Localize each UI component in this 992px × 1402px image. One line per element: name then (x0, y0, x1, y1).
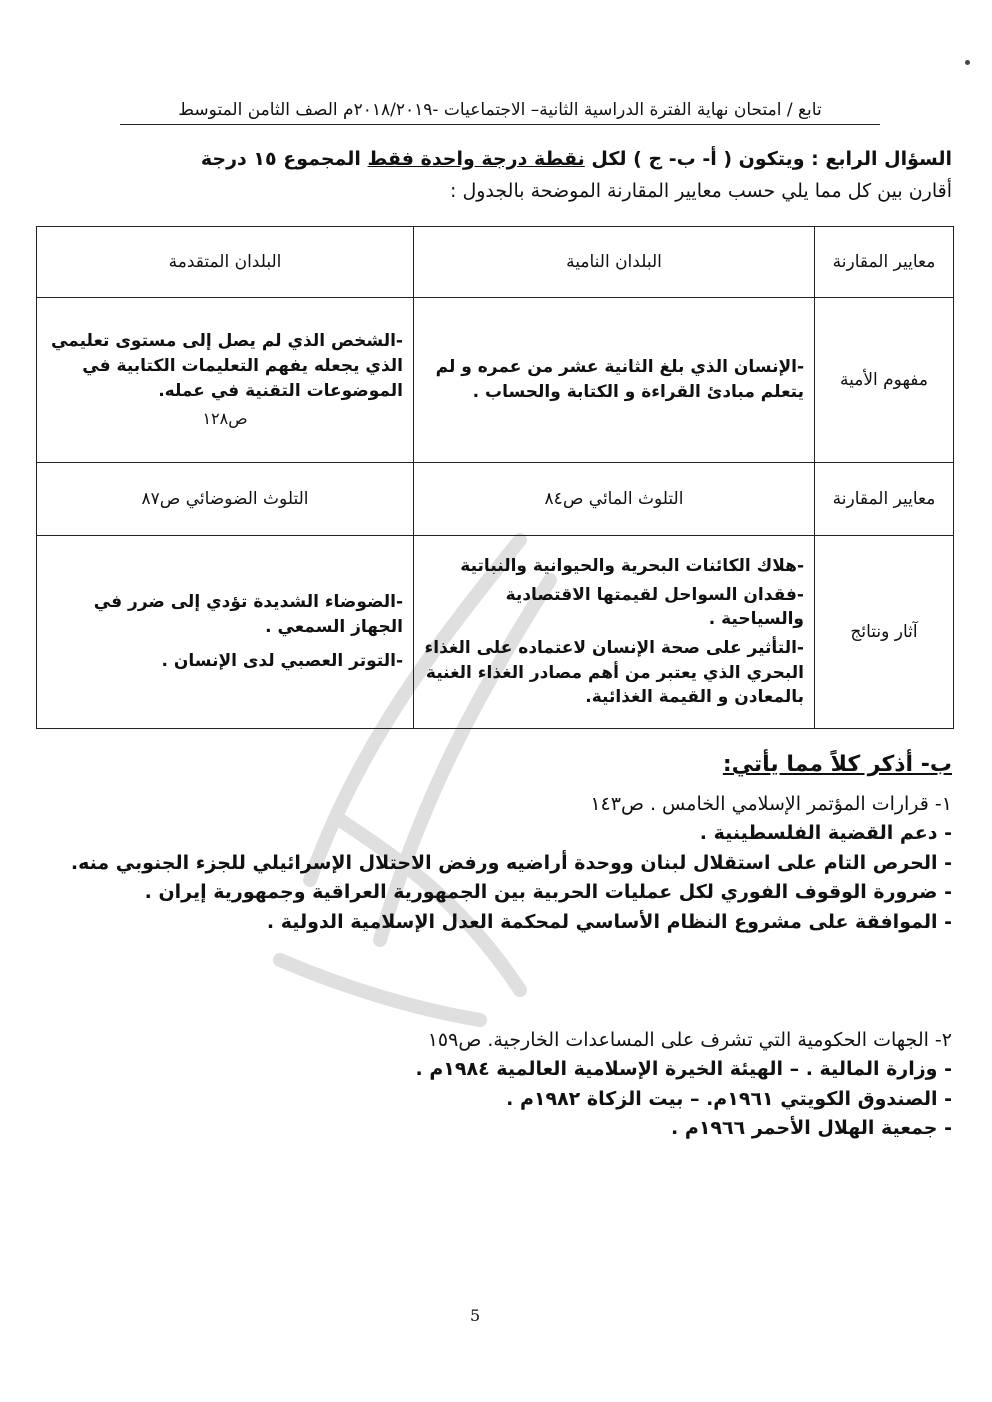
cell-text: -التوتر العصبي لدى الإنسان . (161, 651, 403, 672)
page-number: 5 (470, 1306, 481, 1325)
table-row (37, 536, 954, 729)
pollution-developing: التلوث المائي ص٨٤ (414, 463, 815, 536)
page-ref: ص١٢٨ (202, 409, 248, 429)
illiteracy-developing (414, 298, 815, 463)
item-2-heading: ٢- الجهات الحكومية التي تشرف على المساعدات الخارجية. ص١٥٩ (427, 1029, 952, 1051)
developed-header: البلدان المتقدمة (37, 227, 414, 298)
section-b-title: ب- أذكر كلاً مما يأتي: (722, 752, 952, 777)
cell-text: -هلاك الكائنات البحرية والحيوانية والنباتية (460, 556, 804, 577)
cell-text: -التأثير على صحة الإنسان لاعتماده على الغذاء البحري الذي يعتبر من أهم مصادر الغذاء الغنية بالمعادن و القيمة الغذائية. (424, 638, 804, 708)
list-item: - جمعية الهلال الأحمر ١٩٦٦م . (671, 1117, 952, 1140)
title-start: السؤال الرابع : ويتكون ( أ- ب- ج ) لكل (584, 148, 952, 170)
cell-text: -الشخص الذي لم يصل إلى مستوى تعليمي الذي يجعله يفهم التعليمات الكتابية في الموضوعات التقنية في عمله. (50, 331, 403, 401)
item-1-heading: ١- قرارات المؤتمر الإسلامي الخامس . ص١٤٣ (590, 793, 952, 815)
item-2-list (50, 1026, 952, 1144)
table-row (37, 227, 954, 298)
illiteracy-developed (37, 298, 414, 463)
scan-dot (965, 60, 970, 65)
exam-header: تابع / امتحان نهاية الفترة الدراسية الثانية– الاجتماعيات -٢٠١٨/٢٠١٩م الصف الثامن المتوسط (120, 100, 880, 125)
illiteracy-criteria: مفهوم الأمية (815, 298, 954, 463)
cell-text: -فقدان السواحل لقيمتها الاقتصادية والسياحية . (505, 584, 804, 630)
list-item: - الموافقة على مشروع النظام الأساسي لمحكمة العدل الإسلامية الدولية . (266, 910, 952, 933)
item-1-list (50, 790, 952, 937)
developing-header: البلدان النامية (414, 227, 815, 298)
list-item: - ضرورة الوقوف الفوري لكل عمليات الحربية بين الجمهورية العراقية وجمهورية إيران . (144, 881, 952, 904)
list-item: - الحرص التام على استقلال لبنان ووحدة أراضيه ورفض الاحتلال الإسرائيلي للجزء الجنوبي منه. (70, 851, 952, 874)
comparison-table (36, 226, 954, 729)
title-underlined: نقطة درجة واحدة فقط (367, 148, 585, 170)
effects-criteria: آثار ونتائج (815, 536, 954, 729)
criteria-header: معايير المقارنة (815, 227, 954, 298)
cell-text: -الضوضاء الشديدة تؤدي إلى ضرر في الجهاز السمعي . (93, 592, 403, 637)
list-item: - دعم القضية الفلسطينية . (699, 822, 952, 845)
effects-developing (414, 536, 815, 729)
title-end: المجموع ١٥ درجة (200, 148, 368, 170)
pollution-developed: التلوث الضوضائي ص٨٧ (37, 463, 414, 536)
cell-text: -الإنسان الذي بلغ الثانية عشر من عمره و لم يتعلم مبادئ القراءة و الكتابة والحساب . (435, 357, 804, 402)
table-row (37, 463, 954, 536)
list-item: - الصندوق الكويتي ١٩٦١م. – بيت الزكاة ١٩٨٢م . (506, 1087, 952, 1110)
question-4-instruction: أقارن بين كل مما يلي حسب معايير المقارنة الموضحة بالجدول : (450, 180, 952, 202)
table-row (37, 298, 954, 463)
list-item: - وزارة المالية . – الهيئة الخيرة الإسلامية العالمية ١٩٨٤م . (415, 1058, 952, 1081)
pollution-criteria: معايير المقارنة (815, 463, 954, 536)
question-4-title (110, 148, 952, 170)
effects-developed (37, 536, 414, 729)
